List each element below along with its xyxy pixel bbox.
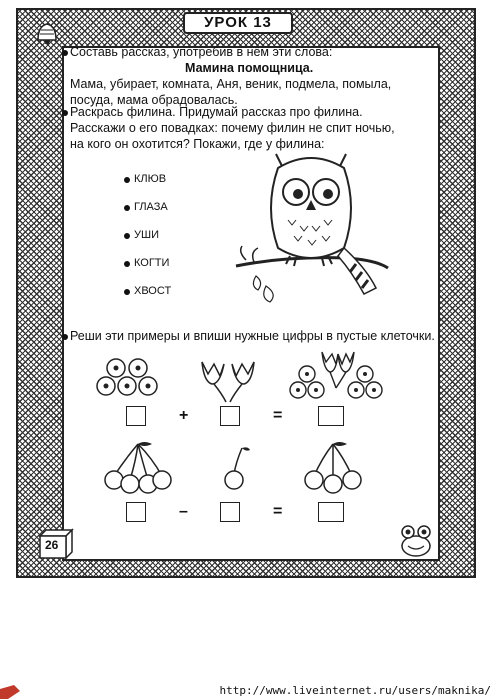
tulips-icon <box>198 356 258 402</box>
bullet-icon <box>124 233 130 239</box>
flowers-group-icon <box>94 356 160 402</box>
equals-sign: = <box>273 407 283 424</box>
cherries-group-icon <box>302 440 364 494</box>
plus-sign: + <box>179 407 189 424</box>
answer-box[interactable] <box>318 502 344 522</box>
bullet-icon <box>124 205 130 211</box>
answer-box[interactable] <box>126 406 146 426</box>
bullet-icon <box>124 261 130 267</box>
bullet-icon <box>62 50 68 56</box>
corner-mark-icon <box>0 685 20 699</box>
owl-part-ears: УШИ <box>134 229 159 241</box>
words-line-2: посуда, мама обрадовалась. <box>70 93 238 107</box>
owl-part-beak: КЛЮВ <box>134 173 167 185</box>
bell-icon <box>32 18 62 48</box>
frog-icon <box>396 520 436 560</box>
owl-part-eyes: ГЛАЗА <box>134 201 168 213</box>
task1-instruction: Составь рассказ, употребив в нём эти слова: <box>70 45 333 59</box>
bullet-icon <box>62 110 68 116</box>
task2-instruction-1: Раскрась филина. Придумай рассказ про филина. <box>70 105 363 119</box>
task3-instruction: Реши эти примеры и впиши нужные цифры в пустые клеточки. <box>70 329 435 343</box>
bullet-icon <box>124 177 130 183</box>
minus-sign: – <box>179 503 188 520</box>
source-url: http://www.liveinternet.ru/users/maknika/ <box>219 684 491 697</box>
story-title: Мамина помощница. <box>185 61 314 75</box>
cherry-icon <box>222 444 252 492</box>
owl-part-claws: КОГТИ <box>134 257 170 269</box>
page-number: 26 <box>45 538 59 552</box>
equals-sign: = <box>273 503 283 520</box>
lesson-title: УРОК 13 <box>183 12 293 34</box>
task2-instruction-2: Расскажи о его повадках: почему филин не спит ночью, <box>70 121 395 135</box>
answer-box[interactable] <box>220 502 240 522</box>
owl-icon <box>226 148 396 308</box>
task2-instruction-3: на кого он охотится? Покажи, где у филина: <box>70 137 325 151</box>
owl-part-tail: ХВОСТ <box>134 285 172 297</box>
answer-box[interactable] <box>220 406 240 426</box>
words-line-1: Мама, убирает, комната, Аня, веник, подмела, помыла, <box>70 77 392 91</box>
answer-box[interactable] <box>126 502 146 522</box>
bullet-icon <box>124 289 130 295</box>
flowers-and-tulips-icon <box>288 348 384 404</box>
cherries-group-icon <box>100 440 176 494</box>
answer-box[interactable] <box>318 406 344 426</box>
bullet-icon <box>62 334 68 340</box>
